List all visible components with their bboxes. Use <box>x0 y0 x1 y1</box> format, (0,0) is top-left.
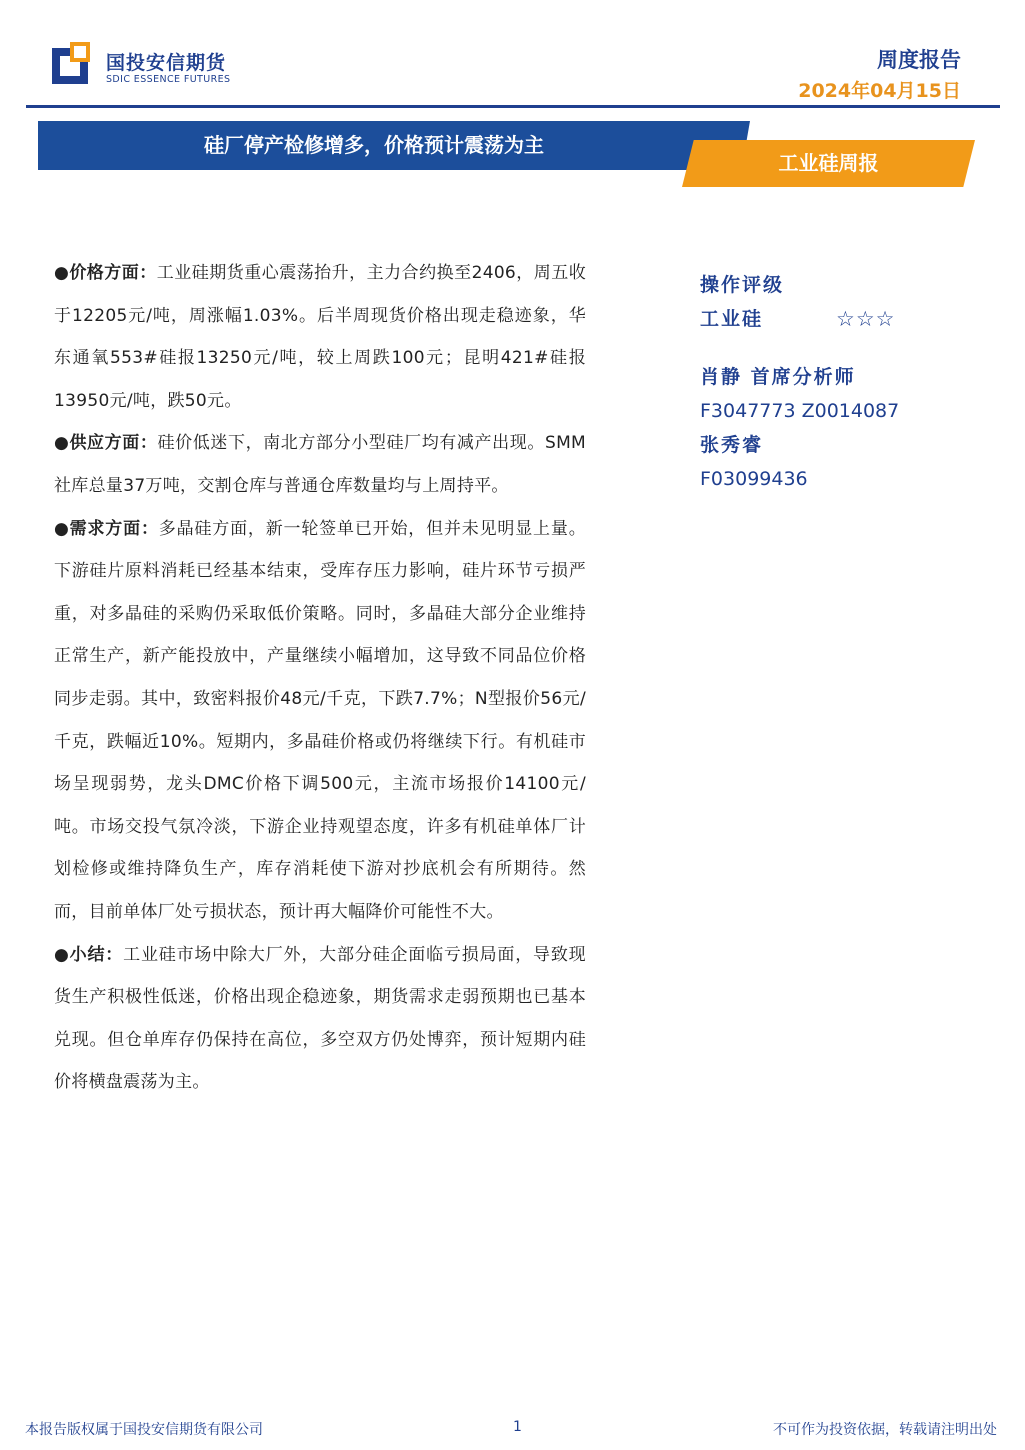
analyst-name: 张秀睿 <box>700 434 764 456</box>
section-text: 多晶硅方面，新一轮签单已开始，但并未见明显上量。下游硅片原料消耗已经基本结束，受库存压力影响，硅片环节亏损严重，对多晶硅的采购仍采取低价策略。同时，多晶硅大部分企业维持正常生产，新产能投放中，产量继续小幅增加，这导致不同品位价格同步走弱。其中，致密料报价48元/千克，下跌7.7%；N型报价56元/千克，跌幅近10%。短期内，多晶硅价格或仍将继续下行。有机硅市场呈现弱势，龙头DMC价格下调500元，主流市场报价14100元/吨。市场交投气氛冷淡，下游企业持观望态度，许多有机硅单体厂计划检修或维持降负生产，库存消耗使下游对抄底机会有所期待。然而，目前单体厂处亏损状态，预计再大幅降价可能性不大。 <box>54 518 587 922</box>
header-divider <box>26 105 1000 108</box>
section-heading: ●需求方面： <box>54 518 159 539</box>
section-price <box>54 252 586 422</box>
report-body <box>54 252 586 1104</box>
report-type: 周度报告 <box>877 48 961 72</box>
sidebar <box>700 268 980 496</box>
analyst-name: 肖静 首席分析师 <box>700 366 856 388</box>
logo-english-name: SDIC ESSENCE FUTURES <box>106 74 231 85</box>
analyst-license: F03099436 <box>700 468 808 490</box>
section-heading: ●价格方面： <box>54 263 157 283</box>
rating-row <box>700 302 980 336</box>
logo-mark-icon <box>52 42 96 86</box>
section-supply <box>54 422 586 507</box>
company-logo <box>52 42 242 88</box>
report-title: 硅厂停产检修增多，价格预计震荡为主 <box>204 133 544 157</box>
rating-product: 工业硅 <box>700 308 764 330</box>
footer-notice: 不可作为投资依据，转载请注明出处 <box>773 1422 997 1438</box>
section-demand <box>54 508 586 934</box>
category-tag: 工业硅周报 <box>778 151 879 175</box>
report-date: 2024年04月15日 <box>798 80 961 102</box>
footer-copyright: 本报告版权属于国投安信期货有限公司 <box>25 1422 263 1438</box>
section-text: 工业硅市场中除大厂外，大部分硅企面临亏损局面，导致现货生产积极性低迷，价格出现企稳迹象，期货需求走弱预期也已基本兑现。但仓单库存仍保持在高位，多空双方仍处博弈，预计短期内硅价将横盘震荡为主。 <box>54 944 586 1093</box>
section-text: 硅价低迷下，南北方部分小型硅厂均有减产出现。SMM社库总量37万吨，交割仓库与普通仓库数量均与上周持平。 <box>54 433 587 496</box>
section-text: 工业硅期货重心震荡抬升，主力合约换至2406，周五收于12205元/吨，周涨幅1.03%。后半周现货价格出现走稳迹象，华东通氧553#硅报13250元/吨，较上周跌100元；昆明421#硅报13950元/吨，跌50元。 <box>54 263 587 411</box>
section-heading: ●供应方面： <box>54 433 158 454</box>
logo-chinese-name: 国投安信期货 <box>106 52 227 74</box>
section-summary <box>54 934 586 1104</box>
section-heading: ●小结： <box>54 944 124 965</box>
rating-stars-icon: ☆☆☆ <box>836 307 896 331</box>
analyst-license: F3047773 Z0014087 <box>700 400 900 422</box>
rating-title: 操作评级 <box>700 274 785 296</box>
page-number: 1 <box>513 1419 522 1435</box>
